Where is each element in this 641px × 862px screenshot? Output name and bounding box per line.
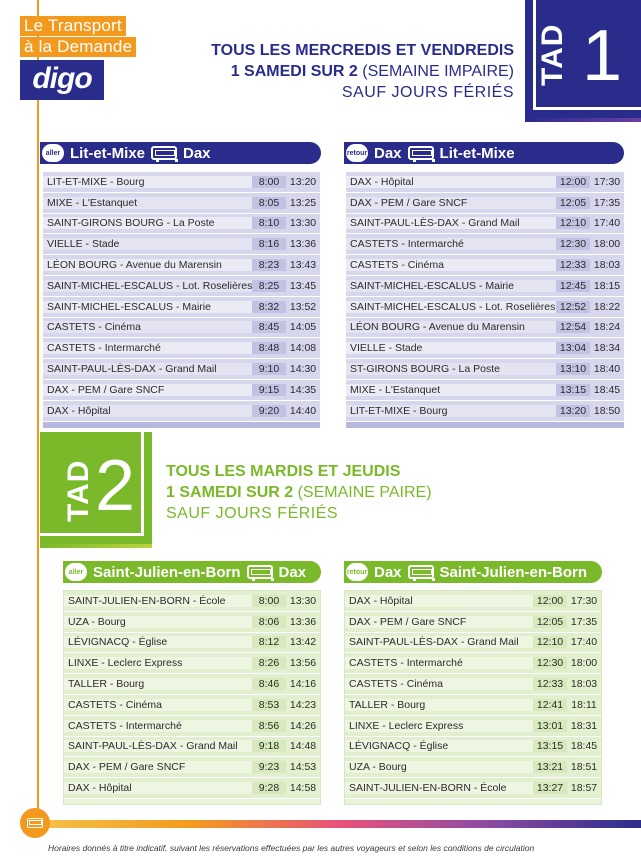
departure-time-2: 18:22 [590,301,624,313]
stop-name: DAX - Hôpital [345,595,533,607]
table-row [346,380,624,401]
departure-time-1: 12:41 [533,699,567,711]
departure-time-1: 8:25 [252,280,286,292]
tad1-return-header [344,142,624,164]
route-destination: Lit-et-Mixe [439,144,515,162]
departure-time-1: 12:30 [556,238,590,250]
table-row [64,778,320,799]
departure-time-1: 12:05 [533,616,567,628]
left-rule [37,0,39,830]
stop-name: CASTETS - Cinéma [64,699,252,711]
departure-time-2: 17:30 [590,176,624,188]
tad2-number: 2 [95,446,136,526]
stop-name: SAINT-MICHEL-ESCALUS - Lot. Roselières [346,301,556,313]
tad2-accent-bar [40,544,152,548]
departure-time-2: 17:35 [590,197,624,209]
departure-time-1: 8:23 [252,259,286,271]
table-row [64,653,320,674]
departure-time-2: 18:34 [590,342,624,354]
stop-name: LÉVIGNACQ - Église [345,740,533,752]
stop-name: CASTETS - Intermarché [346,238,556,250]
aller-badge: aller [65,563,87,581]
stop-name: MIXE - L'Estanquet [43,197,252,209]
departure-time-1: 9:28 [252,782,286,794]
departure-time-2: 17:40 [567,636,601,648]
departure-time-1: 12:30 [533,657,567,669]
table-row [346,276,624,297]
stop-name: SAINT-JULIEN-EN-BORN - École [64,595,252,607]
tad2-saturday [166,484,432,502]
tad1-saturday-week: (SEMAINE IMPAIRE) [357,63,514,80]
stop-name: TALLER - Bourg [345,699,533,711]
departure-time-2: 18:31 [567,720,601,732]
departure-time-2: 13:56 [286,657,320,669]
tad2-saturday-bold: 1 SAMEDI SUR 2 [166,484,294,501]
stop-name: DAX - Hôpital [346,176,556,188]
departure-time-1: 9:23 [252,761,286,773]
stop-name: DAX - PEM / Gare SNCF [345,616,533,628]
bus-icon [408,146,434,160]
table-row [345,653,601,674]
departure-time-1: 13:15 [533,740,567,752]
bus-icon [408,565,434,579]
tad2-return-header [344,561,602,583]
departure-time-2: 14:53 [286,761,320,773]
departure-time-2: 13:43 [286,259,320,271]
departure-time-1: 9:20 [252,405,286,417]
departure-time-1: 13:15 [556,384,590,396]
stop-name: CASTETS - Intermarché [64,720,252,732]
stop-name: CASTETS - Intermarché [43,342,252,354]
stop-name: DAX - PEM / Gare SNCF [346,197,556,209]
stop-name: SAINT-PAUL-LÈS-DAX - Grand Mail [346,217,556,229]
table-row [43,380,320,401]
stop-name: DAX - Hôpital [43,405,252,417]
departure-time-2: 13:30 [286,217,320,229]
departure-time-1: 8:32 [252,301,286,313]
departure-time-1: 8:12 [252,636,286,648]
tad2-return-timetable [344,590,602,805]
stop-name: LINXE - Leclerc Express [345,720,533,732]
departure-time-1: 9:10 [252,363,286,375]
bus-icon [151,146,177,160]
departure-time-1: 8:05 [252,197,286,209]
table-row [345,612,601,633]
tad1-number: 1 [582,16,623,96]
stop-name: SAINT-MICHEL-ESCALUS - Lot. Roselières [43,280,252,292]
tad2-saturday-week: (SEMAINE PAIRE) [293,484,432,501]
stop-name: DAX - Hôpital [64,782,252,794]
table-row [346,234,624,255]
departure-time-1: 12:00 [533,595,567,607]
stop-name: SAINT-MICHEL-ESCALUS - Mairie [346,280,556,292]
logo-line-1: Le Transport [20,16,126,36]
retour-badge: retour [346,563,368,581]
departure-time-2: 13:42 [286,636,320,648]
departure-time-2: 14:08 [286,342,320,354]
table-row [346,172,624,193]
table-row [43,193,320,214]
departure-time-2: 17:40 [590,217,624,229]
table-row [345,757,601,778]
tad1-return-timetable [346,172,624,428]
route-origin: Lit-et-Mixe [70,144,145,162]
timetable-footer [345,799,601,804]
table-row [64,674,320,695]
departure-time-2: 14:26 [286,720,320,732]
footer-gradient-bar [40,820,641,828]
stop-name: CASTETS - Cinéma [43,321,252,333]
departure-time-1: 13:10 [556,363,590,375]
table-row [64,695,320,716]
departure-time-2: 18:00 [567,657,601,669]
departure-time-2: 13:36 [286,616,320,628]
brand-logo: digo [20,60,104,100]
departure-time-1: 12:10 [533,636,567,648]
stop-name: SAINT-PAUL-LÈS-DAX - Grand Mail [43,363,252,375]
departure-time-1: 12:52 [556,301,590,313]
departure-time-1: 8:06 [252,616,286,628]
stop-name: ST-GIRONS BOURG - La Poste [346,363,556,375]
departure-time-2: 18:03 [590,259,624,271]
departure-time-2: 14:30 [286,363,320,375]
departure-time-2: 17:30 [567,595,601,607]
footer-disclaimer: Horaires donnés à titre indicatif, suivant les réservations effectuées par les autres voyageurs et selon les conditions de circulation [48,843,535,853]
route-origin: Dax [374,144,402,162]
stop-name: MIXE - L'Estanquet [346,384,556,396]
departure-time-1: 12:33 [533,678,567,690]
table-row [346,214,624,235]
stop-name: LÉON BOURG - Avenue du Marensin [346,321,556,333]
departure-time-2: 18:15 [590,280,624,292]
departure-time-2: 18:00 [590,238,624,250]
departure-time-2: 18:57 [567,782,601,794]
departure-time-1: 8:00 [252,176,286,188]
departure-time-1: 12:33 [556,259,590,271]
stop-name: SAINT-PAUL-LÈS-DAX - Grand Mail [345,636,533,648]
tad1-saturday [184,63,514,81]
table-row [43,359,320,380]
departure-time-1: 8:10 [252,217,286,229]
table-row [346,318,624,339]
table-row [345,778,601,799]
departure-time-1: 8:56 [252,720,286,732]
route-destination: Dax [183,144,211,162]
stop-name: CASTETS - Cinéma [345,678,533,690]
departure-time-1: 12:05 [556,197,590,209]
stop-name: UZA - Bourg [64,616,252,628]
table-row [346,359,624,380]
tad1-saturday-bold: 1 SAMEDI SUR 2 [230,63,358,80]
stop-name: LÉVIGNACQ - Église [64,636,252,648]
stop-name: LIT-ET-MIXE - Bourg [43,176,252,188]
table-row [43,318,320,339]
departure-time-2: 14:16 [286,678,320,690]
stop-name: SAINT-JULIEN-EN-BORN - École [345,782,533,794]
departure-time-2: 13:45 [286,280,320,292]
timetable-rows [64,591,320,799]
departure-time-1: 12:00 [556,176,590,188]
departure-time-1: 13:27 [533,782,567,794]
tad2-outbound-timetable [63,590,321,805]
departure-time-2: 18:45 [567,740,601,752]
timetable-rows [345,591,601,799]
departure-time-1: 13:01 [533,720,567,732]
stop-name: LIT-ET-MIXE - Bourg [346,405,556,417]
departure-time-1: 12:54 [556,321,590,333]
timetable-rows [346,172,624,422]
departure-time-1: 9:18 [252,740,286,752]
table-row [64,737,320,758]
departure-time-1: 13:20 [556,405,590,417]
logo [20,16,156,100]
aller-badge: aller [42,144,64,162]
stop-name: DAX - PEM / Gare SNCF [64,761,252,773]
table-row [346,255,624,276]
tad2-days: TOUS LES MARDIS ET JEUDIS [166,463,401,480]
departure-time-2: 17:35 [567,616,601,628]
table-row [345,591,601,612]
departure-time-1: 9:15 [252,384,286,396]
timetable-footer [346,422,624,428]
departure-time-2: 18:24 [590,321,624,333]
departure-time-2: 14:05 [286,321,320,333]
tad1-label: TAD [536,23,569,86]
departure-time-2: 13:52 [286,301,320,313]
stop-name: SAINT-PAUL-LÈS-DAX - Grand Mail [64,740,252,752]
departure-time-2: 18:50 [590,405,624,417]
table-row [345,716,601,737]
departure-time-1: 8:48 [252,342,286,354]
table-row [43,234,320,255]
table-row [345,737,601,758]
route-destination: Dax [278,563,307,581]
tad1-outbound-timetable [43,172,320,428]
stop-name: SAINT-MICHEL-ESCALUS - Mairie [43,301,252,313]
stop-name: SAINT-GIRONS BOURG - La Poste [43,217,252,229]
departure-time-1: 8:45 [252,321,286,333]
bus-icon [247,565,273,579]
departure-time-2: 14:58 [286,782,320,794]
stop-name: LINXE - Leclerc Express [64,657,252,669]
table-row [43,172,320,193]
departure-time-2: 13:25 [286,197,320,209]
table-row [345,674,601,695]
table-row [346,193,624,214]
timetable-footer [43,422,320,428]
logo-line-2: à la Demande [20,37,136,57]
stop-name: UZA - Bourg [345,761,533,773]
departure-time-2: 13:30 [286,595,320,607]
stop-name: TALLER - Bourg [64,678,252,690]
stop-name: VIELLE - Stade [43,238,252,250]
departure-time-2: 13:20 [286,176,320,188]
tad2-holidays: SAUF JOURS FÉRIÉS [166,505,339,522]
table-row [43,276,320,297]
table-row [43,297,320,318]
departure-time-2: 14:48 [286,740,320,752]
retour-badge: retour [346,144,368,162]
departure-time-2: 14:35 [286,384,320,396]
tad1-holidays: SAUF JOURS FÉRIÉS [341,84,514,101]
departure-time-2: 18:51 [567,761,601,773]
departure-time-2: 18:45 [590,384,624,396]
footer-bus-badge [20,808,50,838]
tad1-outbound-header [40,142,321,164]
tad1-accent-bar [525,118,641,122]
tad2-label: TAD [62,459,95,522]
timetable-footer [64,799,320,804]
table-row [345,633,601,654]
table-row [345,695,601,716]
table-row [43,255,320,276]
departure-time-2: 18:40 [590,363,624,375]
timetable-rows [43,172,320,422]
tad2-outbound-header [63,561,321,583]
stop-name: LÉON BOURG - Avenue du Marensin [43,259,252,271]
stop-name: DAX - PEM / Gare SNCF [43,384,252,396]
departure-time-1: 13:21 [533,761,567,773]
table-row [43,214,320,235]
table-row [43,338,320,359]
departure-time-1: 8:46 [252,678,286,690]
departure-time-2: 13:36 [286,238,320,250]
table-row [64,633,320,654]
route-origin: Saint-Julien-en-Born [93,563,241,581]
table-row [64,612,320,633]
departure-time-2: 14:40 [286,405,320,417]
departure-time-1: 12:10 [556,217,590,229]
stop-name: CASTETS - Intermarché [345,657,533,669]
departure-time-1: 8:53 [252,699,286,711]
bus-icon [27,818,43,828]
route-destination: Saint-Julien-en-Born [439,563,588,581]
stop-name: CASTETS - Cinéma [346,259,556,271]
departure-time-1: 8:16 [252,238,286,250]
table-row [64,716,320,737]
table-row [43,401,320,422]
table-row [346,338,624,359]
departure-time-2: 18:11 [567,699,601,711]
departure-time-2: 18:03 [567,678,601,690]
route-origin: Dax [374,563,402,581]
table-row [346,401,624,422]
departure-time-1: 8:26 [252,657,286,669]
departure-time-1: 8:00 [252,595,286,607]
table-row [64,591,320,612]
departure-time-2: 14:23 [286,699,320,711]
tad1-days: TOUS LES MERCREDIS ET VENDREDIS [211,42,514,59]
table-row [346,297,624,318]
departure-time-1: 13:04 [556,342,590,354]
table-row [64,757,320,778]
departure-time-1: 12:45 [556,280,590,292]
stop-name: VIELLE - Stade [346,342,556,354]
